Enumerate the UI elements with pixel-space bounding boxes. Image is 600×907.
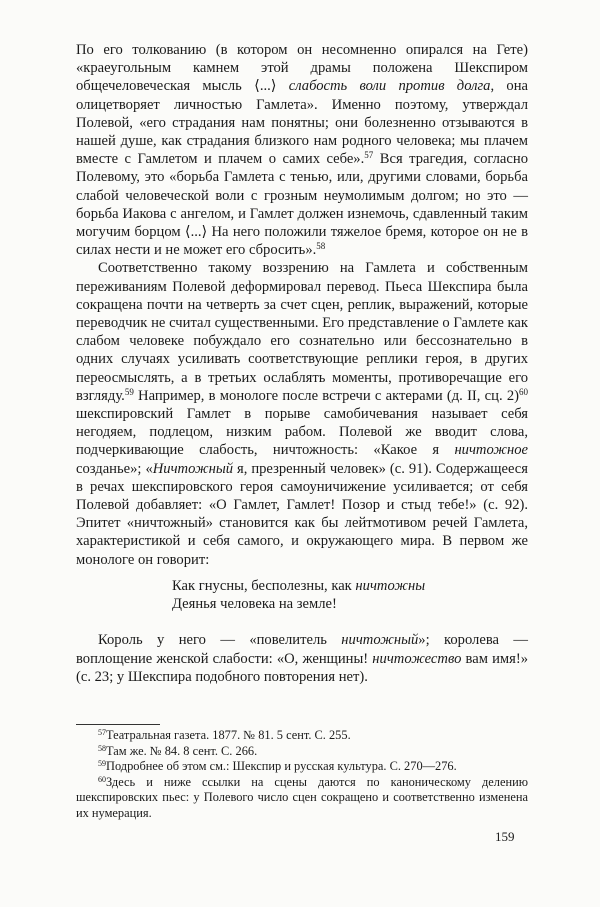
paragraph-2 <box>76 259 528 568</box>
text-run: »; королева — воплощение женской слабости: «О, женщины! <box>76 632 528 667</box>
italic-text: ничтожное <box>454 442 528 459</box>
text-run: Вся трагедия, согласно Полевому, это «борьба Гамлета с тенью, или, другими словами, борьба слабой человеческой воли с грозным неумолимым долгом; но это — борьба Иакова с ангелом, и Гамлет должен изнемочь, сдавленный таким могучим борцом ⟨...⟩ На него положили тяжелое бремя, которое он не в силах нести и не может его сбросить». <box>76 151 528 259</box>
footnote-ref: 57 <box>364 150 374 161</box>
footnote-ref: 60 <box>519 386 528 397</box>
text-run: я, презренный человек» (с. 91). Содержащееся в речах шекспировского героя самоуничижение усиливается; от себя Полевой добавляет: «О Гамлет, Гамлет! Позор и стыд тебе!» (с. 92). Эпитет «ничтожный» становится как бы лейтмотивом речей Гамлета, характеристикой и себя самого, и окружающего мира. В первом же монологе он говорит: <box>76 460 529 568</box>
verse-quote <box>172 577 528 613</box>
main-text <box>76 41 528 686</box>
footnote-58: $^{58}$Там же. № 84. 8 сент. С. 266. <box>98 743 258 758</box>
page-number: 159 <box>495 829 515 844</box>
italic-text: слабость воли против долга <box>288 78 491 95</box>
text-run: Король у него — «повелитель <box>98 632 342 649</box>
italic-text: ничтожество <box>372 650 462 667</box>
text-run: Соответственно такому воззрению на Гамлета и собственным переживаниям Полевой деформировал перевод. Пьеса Шекспира была сокращена почти на четверть за счет сцен, реплик, выражений, которые переводчик не считал существенными. Его представление о Гамлете как слабом человеке побуждало его сознательно или бессознательно в одних случаях усиливать соответствующие реплики героя, в других переосмыслять, а в третьих ослаблять моменты, противоречащие его взгляду. <box>76 260 528 404</box>
text-run: шекспировский Гамлет в порыве самобичевания называет себя негодяем, подлецом, низким рабом. Полевой же вводит слова, подчеркивающие слабость, ничтожность: «Какое я <box>76 406 528 459</box>
text-run: По его толкованию (в котором он несомненно опирался на Гете) «краеугольным камнем этой драмы положена Шекспиром общечеловеческая мысль ⟨...⟩ <box>76 42 528 95</box>
italic-text: ничтожный <box>341 632 419 649</box>
footnote-60: $^{60}$Здесь и ниже ссылки на сцены даются по каноническому делению шекспировских пьес: у Полевого число сцен сокращено и соответственно изменена их нумерация. <box>76 774 528 820</box>
text-run: Например, в монологе после встречи с актерами (д. II, сц. 2) <box>133 387 519 404</box>
text-run: созданье»; « <box>76 460 153 477</box>
footnote-ref: 58 <box>316 241 326 252</box>
paragraph-1 <box>76 41 528 259</box>
footnote-57: $^{57}$Театральная газета. 1877. № 81. 5 сент. С. 255. <box>98 728 351 742</box>
verse-line-2: Деянья человека на земле! <box>172 596 337 613</box>
verse-line-1: Как гнусны, бесполезны, как ничтожны <box>172 577 426 594</box>
footnote-ref: 59 <box>124 386 134 397</box>
text-run: вам имя!» (с. 23; у Шекспира подобного повторения нет). <box>76 650 528 685</box>
italic-text: Ничтожный <box>152 460 234 477</box>
text-run: , она олицетворяет личностью Гамлета». Именно поэтому, утверждал Полевой, «его страдания нам понятны; они болезненно отзываются в нашей душе, как страдания близкого нам родного человека; мы плачем вместе с Гамлетом и плачем о самих себе». <box>76 78 528 168</box>
paragraph-3 <box>76 631 528 686</box>
footnotes <box>76 728 528 822</box>
footnote-divider <box>76 724 160 725</box>
footnote-59: $^{59}$Подробнее об этом см.: Шекспир и русская культура. С. 270—276. <box>98 759 457 774</box>
